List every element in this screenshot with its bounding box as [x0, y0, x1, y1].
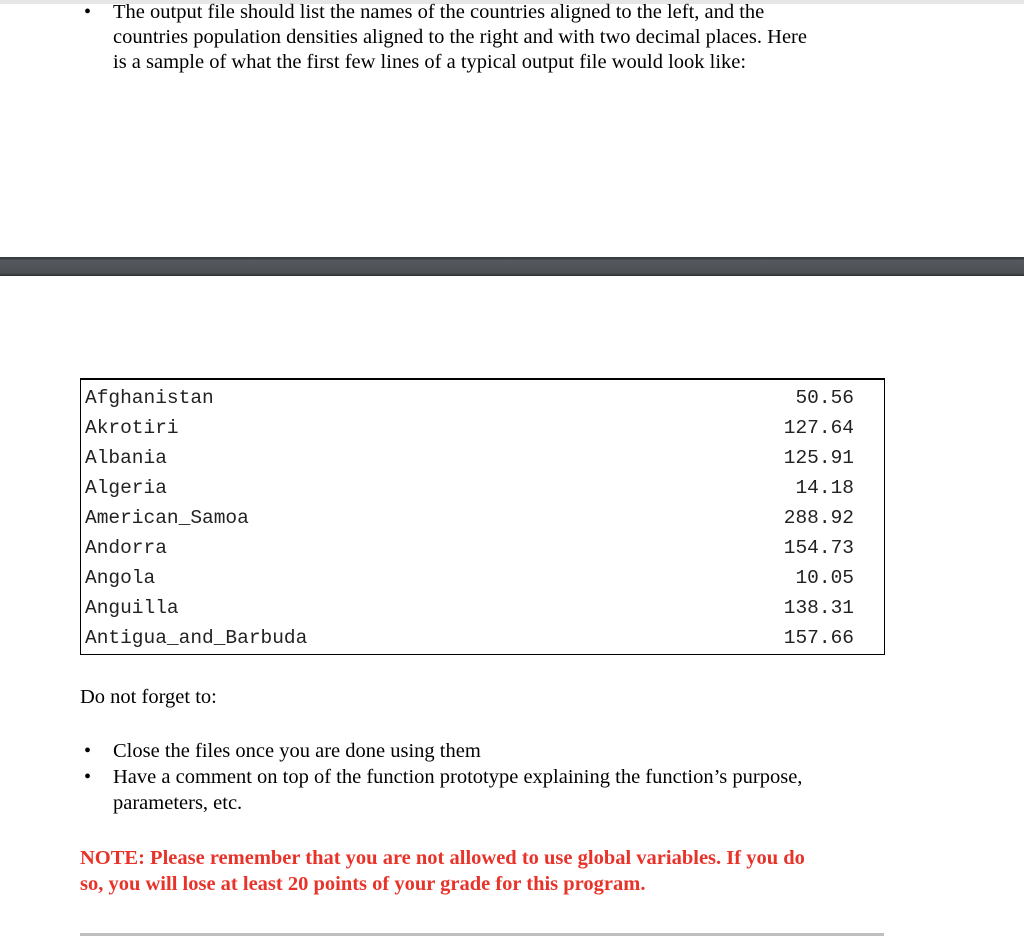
- output-row: [81, 473, 884, 503]
- intro-line-2: countries population densities aligned to the right and with two decimal places. Here: [113, 26, 807, 48]
- footer-rule: [80, 933, 884, 936]
- bullet-icon: •: [84, 766, 92, 788]
- sample-output-box: [80, 378, 885, 655]
- country-name: Anguilla: [85, 597, 179, 619]
- country-name: Antigua_and_Barbuda: [85, 627, 308, 649]
- density-value: 154.73: [783, 537, 854, 559]
- country-name: Angola: [85, 567, 156, 589]
- output-row: [81, 593, 884, 623]
- country-name: Afghanistan: [85, 387, 214, 409]
- reminder-line: parameters, etc.: [113, 792, 243, 814]
- intro-line-1: The output file should list the names of the countries aligned to the left, and the: [113, 1, 765, 23]
- density-value: 157.66: [783, 627, 854, 649]
- page-divider-bar: [0, 257, 1024, 276]
- output-row: [81, 623, 884, 653]
- reminder-line: Close the files once you are done using them: [113, 740, 481, 762]
- country-name: Akrotiri: [85, 417, 179, 439]
- note-line-1: NOTE: Please remember that you are not allowed to use global variables. If you do: [80, 847, 805, 869]
- note-warning: [80, 845, 890, 897]
- density-value: 125.91: [783, 447, 854, 469]
- bullet-icon: •: [84, 1, 92, 23]
- output-row: [81, 533, 884, 563]
- bullet-icon: •: [84, 740, 92, 762]
- country-name: Algeria: [85, 477, 167, 499]
- density-value: 14.18: [795, 477, 854, 499]
- reminder-line: Have a comment on top of the function prototype explaining the function’s purpose,: [113, 766, 803, 788]
- density-value: 138.31: [783, 597, 854, 619]
- output-row: [81, 413, 884, 443]
- intro-line-3: is a sample of what the first few lines of a typical output file would look like:: [113, 51, 747, 73]
- country-name: American_Samoa: [85, 507, 249, 529]
- density-value: 127.64: [783, 417, 854, 439]
- country-name: Albania: [85, 447, 167, 469]
- density-value: 288.92: [783, 507, 854, 529]
- density-value: 10.05: [795, 567, 854, 589]
- output-row: [81, 503, 884, 533]
- page-top: [0, 0, 1024, 258]
- reminders-heading: Do not forget to:: [80, 686, 217, 708]
- country-name: Andorra: [85, 537, 167, 559]
- output-row: [81, 383, 884, 413]
- density-value: 50.56: [795, 387, 854, 409]
- output-row: [81, 443, 884, 473]
- output-row: [81, 563, 884, 593]
- note-line-2: so, you will lose at least 20 points of your grade for this program.: [80, 873, 646, 895]
